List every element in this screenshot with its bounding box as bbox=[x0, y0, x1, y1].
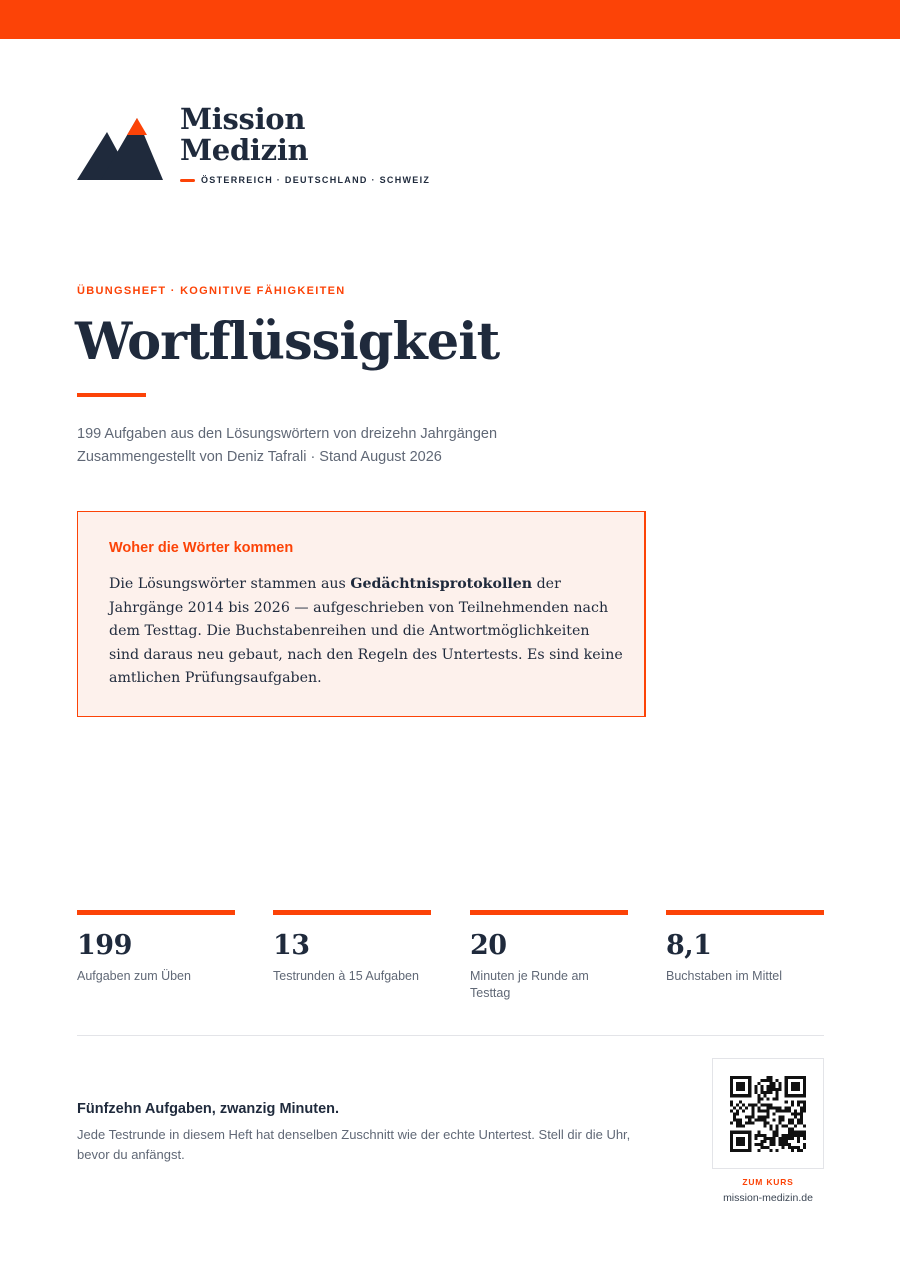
brand-accent-dash bbox=[180, 179, 195, 182]
qr-code-icon[interactable] bbox=[730, 1076, 806, 1152]
info-line-5: amtlichen Prüfungsaufgaben. bbox=[109, 670, 322, 686]
course-url-link[interactable]: mission-medizin.de bbox=[723, 1192, 813, 1204]
stat-bar bbox=[77, 910, 235, 915]
footer-heading: Fünfzehn Aufgaben, zwanzig Minuten. bbox=[77, 1101, 340, 1117]
top-accent-bar bbox=[0, 0, 900, 39]
stat-number: 199 bbox=[77, 930, 132, 961]
stat-bar bbox=[666, 910, 824, 915]
stat-label-line: Testtag bbox=[470, 986, 511, 1000]
info-line-1-bold: Gedächtnisprotokollen bbox=[350, 576, 533, 592]
stat-label-line: Buchstaben im Mittel bbox=[666, 969, 783, 983]
brand-logo[interactable] bbox=[77, 104, 477, 194]
brand-name-line1: Mission bbox=[180, 102, 306, 136]
stat-letters bbox=[666, 910, 824, 985]
stat-rounds bbox=[273, 910, 431, 985]
subtitle bbox=[77, 423, 497, 469]
stat-bar bbox=[470, 910, 628, 915]
qr-card[interactable] bbox=[712, 1058, 824, 1169]
brand-countries: ÖSTERREICH · DEUTSCHLAND · SCHWEIZ bbox=[201, 175, 431, 185]
stat-label bbox=[470, 968, 628, 1002]
info-line-3: dem Testtag. Die Buchstabenreihen und die Antwortmöglichkeiten bbox=[109, 623, 590, 639]
subtitle-line-2: Zusammengestellt von Deniz Tafrali · Stand August 2026 bbox=[77, 449, 442, 465]
eyebrow-label: ÜBUNGSHEFT · KOGNITIVE FÄHIGKEITEN bbox=[77, 285, 346, 297]
source-info-box bbox=[77, 511, 646, 717]
stat-tasks bbox=[77, 910, 235, 985]
mountain-logo-icon bbox=[77, 118, 163, 180]
stat-number: 13 bbox=[273, 930, 310, 961]
stat-number: 20 bbox=[470, 930, 507, 961]
stat-label-line: Aufgaben zum Üben bbox=[77, 969, 191, 983]
footer-text-line-1: Jede Testrunde in diesem Heft hat denselben Zuschnitt wie der echte Untertest. Stell dir die Uhr, bbox=[77, 1127, 631, 1142]
title-underline bbox=[77, 393, 146, 397]
info-line-1-pre: Die Lösungswörter stammen aus bbox=[109, 576, 351, 592]
brand-name bbox=[180, 104, 308, 166]
stat-minutes bbox=[470, 910, 628, 1002]
stat-number: 8,1 bbox=[666, 930, 712, 961]
subtitle-line-1: 199 Aufgaben aus den Lösungswörtern von dreizehn Jahrgängen bbox=[77, 426, 498, 442]
stat-label-line: Minuten je Runde am bbox=[470, 969, 589, 983]
stat-label bbox=[77, 968, 235, 985]
stat-label-line: Testrunden à 15 Aufgaben bbox=[273, 969, 419, 983]
info-line-4: sind daraus neu gebaut, nach den Regeln des Untertests. Es sind keine bbox=[109, 646, 623, 663]
brand-name-line2: Medizin bbox=[180, 133, 309, 167]
footer-text bbox=[77, 1125, 630, 1165]
footer-text-line-2: bevor du anfängst. bbox=[77, 1147, 185, 1162]
info-box-text bbox=[109, 573, 629, 691]
section-divider bbox=[77, 1035, 824, 1036]
stat-bar bbox=[273, 910, 431, 915]
info-line-2: Jahrgänge 2014 bis 2026 — aufgeschrieben von Teilnehmenden nach bbox=[109, 599, 609, 616]
qr-call-to-action[interactable]: ZUM KURS bbox=[742, 1177, 794, 1187]
info-box-heading: Woher die Wörter kommen bbox=[109, 540, 294, 556]
stat-label bbox=[666, 968, 824, 985]
page-title: Wortflüssigkeit bbox=[75, 312, 500, 372]
stat-label bbox=[273, 968, 431, 985]
info-line-1 bbox=[109, 573, 629, 597]
info-line-1-post: der bbox=[532, 576, 561, 592]
